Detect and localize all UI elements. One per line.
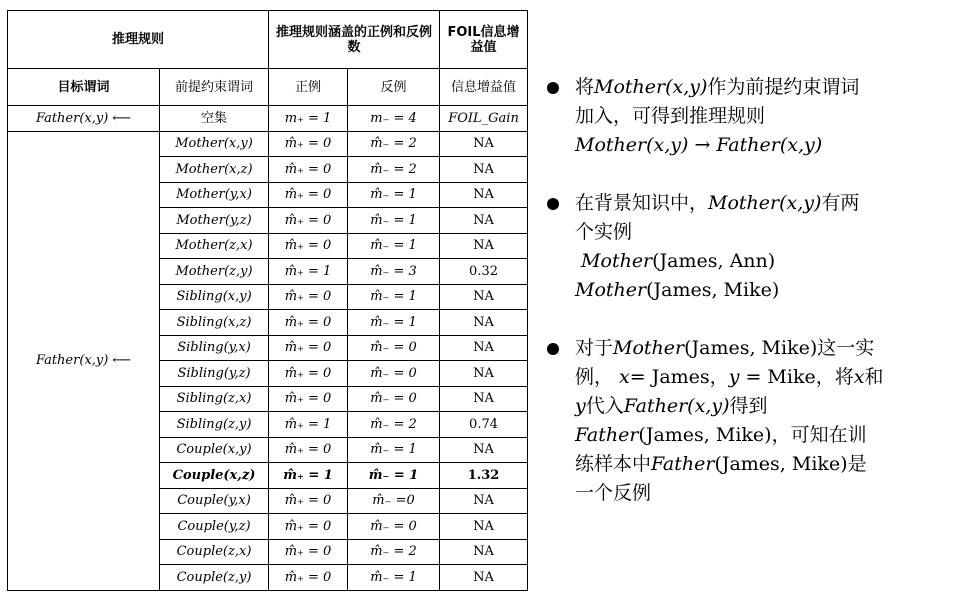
gain-cell: FOIL_Gain <box>440 106 528 132</box>
neg-cell: m̂₋ = 2 <box>348 157 440 183</box>
bullet-2 <box>547 189 947 305</box>
gain-cell: 0.32 <box>440 259 528 285</box>
explanation-panel <box>547 73 947 508</box>
neg-cell: m̂₋ = 0 <box>348 335 440 361</box>
neg-cell: m̂₋ = 3 <box>348 259 440 285</box>
text: 例， <box>575 366 620 388</box>
rule-header: 推理规则 <box>8 11 269 69</box>
gain-cell: NA <box>440 539 528 565</box>
pos-cell: m̂₊ = 0 <box>269 361 348 387</box>
header-row-2 <box>8 69 528 106</box>
pos-header: 正例 <box>269 69 348 106</box>
premise-header: 前提约束谓词 <box>160 69 269 106</box>
math-text: y <box>728 366 740 388</box>
premise-cell: Sibling(y,x) <box>160 335 269 361</box>
neg-cell: m̂₋ = 1 <box>348 284 440 310</box>
gain-header: 信息增益值 <box>440 69 528 106</box>
pos-cell: m̂₊ = 0 <box>269 514 348 540</box>
text: 一个反例 <box>575 482 652 504</box>
pos-cell: m̂₊ = 0 <box>269 208 348 234</box>
premise-cell: Couple(x,y) <box>160 437 269 463</box>
pos-cell: m̂₊ = 0 <box>269 131 348 157</box>
neg-cell: m̂₋ = 1 <box>348 310 440 336</box>
pos-cell: m̂₊ = 0 <box>269 386 348 412</box>
gain-cell: NA <box>440 514 528 540</box>
premise-cell: Mother(z,y) <box>160 259 269 285</box>
math-text: Mother(x,y) <box>594 76 708 98</box>
neg-cell: m̂₋ = 1 <box>348 208 440 234</box>
premise-cell: Sibling(z,y) <box>160 412 269 438</box>
gain-cell: NA <box>440 182 528 208</box>
neg-cell: m₋ = 4 <box>348 106 440 132</box>
premise-cell: Couple(x,z) <box>160 463 269 489</box>
math-text: Father <box>575 424 639 446</box>
premise-cell: 空集 <box>160 106 269 132</box>
pos-cell: m̂₊ = 0 <box>269 157 348 183</box>
text: 练样本中 <box>575 453 652 475</box>
math-text: x <box>619 366 630 388</box>
neg-cell: m̂₋ = 1 <box>348 182 440 208</box>
gain-cell: NA <box>440 310 528 336</box>
neg-header: 反例 <box>348 69 440 106</box>
gain-cell: NA <box>440 386 528 412</box>
pos-cell: m̂₊ = 0 <box>269 284 348 310</box>
math-text: Mother(x,y) → Father(x,y) <box>575 134 823 156</box>
text: = James， <box>629 366 729 388</box>
neg-cell: m̂₋ = 2 <box>348 539 440 565</box>
neg-cell: m̂₋ = 1 <box>348 565 440 591</box>
rule-rows <box>8 131 528 590</box>
coverage-header: 推理规则涵盖的正例和反例数 <box>269 11 440 69</box>
gain-cell: NA <box>440 565 528 591</box>
premise-cell: Mother(z,x) <box>160 233 269 259</box>
bullet-dot <box>547 343 559 355</box>
text: 个实例 <box>575 221 633 243</box>
gain-cell: NA <box>440 131 528 157</box>
premise-cell: Sibling(x,y) <box>160 284 269 310</box>
pos-cell: m̂₊ = 1 <box>269 463 348 489</box>
bullet-dot <box>547 198 559 210</box>
pos-cell: m̂₊ = 0 <box>269 565 348 591</box>
premise-cell: Mother(x,z) <box>160 157 269 183</box>
math-text: x <box>853 366 865 388</box>
gain-cell: NA <box>440 361 528 387</box>
foil-header: FOIL信息增益值 <box>440 11 528 69</box>
premise-cell: Couple(z,y) <box>160 565 269 591</box>
pos-cell: m̂₊ = 0 <box>269 539 348 565</box>
pos-cell: m̂₊ = 1 <box>269 259 348 285</box>
target-header: 目标谓词 <box>8 69 160 106</box>
premise-cell: Sibling(z,x) <box>160 386 269 412</box>
text: 有两 <box>821 192 860 214</box>
text: (James, Ann) <box>652 250 776 272</box>
table-row <box>8 131 528 157</box>
gain-cell: NA <box>440 208 528 234</box>
neg-cell: m̂₋ = 0 <box>348 361 440 387</box>
pos-cell: m̂₊ = 0 <box>269 488 348 514</box>
neg-cell: m̂₋ = 2 <box>348 131 440 157</box>
math-text: Mother <box>613 337 685 359</box>
text: 作为前提约束谓词 <box>707 76 860 98</box>
pos-cell: m̂₊ = 0 <box>269 310 348 336</box>
text: 得到 <box>729 395 768 417</box>
premise-cell: Couple(z,x) <box>160 539 269 565</box>
table-row <box>8 106 528 132</box>
neg-cell: m̂₋ = 1 <box>348 463 440 489</box>
text: 在背景知识中， <box>575 192 709 214</box>
premise-cell: Couple(y,x) <box>160 488 269 514</box>
gain-cell: NA <box>440 488 528 514</box>
neg-cell: m̂₋ = 0 <box>348 514 440 540</box>
text: 对于 <box>575 337 614 359</box>
neg-cell: m̂₋ =0 <box>348 488 440 514</box>
neg-cell: m̂₋ = 2 <box>348 412 440 438</box>
text: (James, Mike) <box>646 279 780 301</box>
gain-cell: 0.74 <box>440 412 528 438</box>
target-cell: Father(x,y) ⟵ <box>8 106 160 132</box>
gain-cell: NA <box>440 157 528 183</box>
premise-cell: Mother(y,x) <box>160 182 269 208</box>
text: (James, Mike)这一实 <box>684 337 875 359</box>
pos-cell: m₊ = 1 <box>269 106 348 132</box>
pos-cell: m̂₊ = 1 <box>269 412 348 438</box>
group-target-cell: Father(x,y) ⟵ <box>8 131 160 590</box>
gain-cell: 1.32 <box>440 463 528 489</box>
neg-cell: m̂₋ = 1 <box>348 437 440 463</box>
math-text: Mother <box>575 279 647 301</box>
premise-cell: Sibling(x,z) <box>160 310 269 336</box>
text: 和 <box>864 366 884 388</box>
foil-table <box>7 10 528 591</box>
bullet-3 <box>547 334 947 508</box>
text: 将 <box>575 76 595 98</box>
pos-cell: m̂₊ = 0 <box>269 335 348 361</box>
gain-cell: NA <box>440 437 528 463</box>
text: (James, Mike)是 <box>714 453 867 475</box>
text: (James, Mike)，可知在训 <box>638 424 867 446</box>
premise-cell: Mother(y,z) <box>160 208 269 234</box>
gain-cell: NA <box>440 335 528 361</box>
pos-cell: m̂₊ = 0 <box>269 233 348 259</box>
gain-cell: NA <box>440 233 528 259</box>
premise-cell: Couple(y,z) <box>160 514 269 540</box>
pos-cell: m̂₊ = 0 <box>269 437 348 463</box>
text: 加入，可得到推理规则 <box>575 105 766 127</box>
math-text: y <box>575 395 586 417</box>
math-text: Father(x,y) <box>623 395 730 417</box>
premise-cell: Sibling(y,z) <box>160 361 269 387</box>
math-text: Mother(x,y) <box>708 192 822 214</box>
pos-cell: m̂₊ = 0 <box>269 182 348 208</box>
gain-cell: NA <box>440 284 528 310</box>
header-row-1 <box>8 11 528 69</box>
math-text: Father <box>651 453 715 475</box>
premise-cell: Mother(x,y) <box>160 131 269 157</box>
math-text: Mother <box>581 250 653 272</box>
text: 代入 <box>585 395 624 417</box>
bullet-1 <box>547 73 947 160</box>
text: = Mike，将 <box>739 366 854 388</box>
bullet-dot <box>547 82 559 94</box>
neg-cell: m̂₋ = 1 <box>348 233 440 259</box>
neg-cell: m̂₋ = 0 <box>348 386 440 412</box>
